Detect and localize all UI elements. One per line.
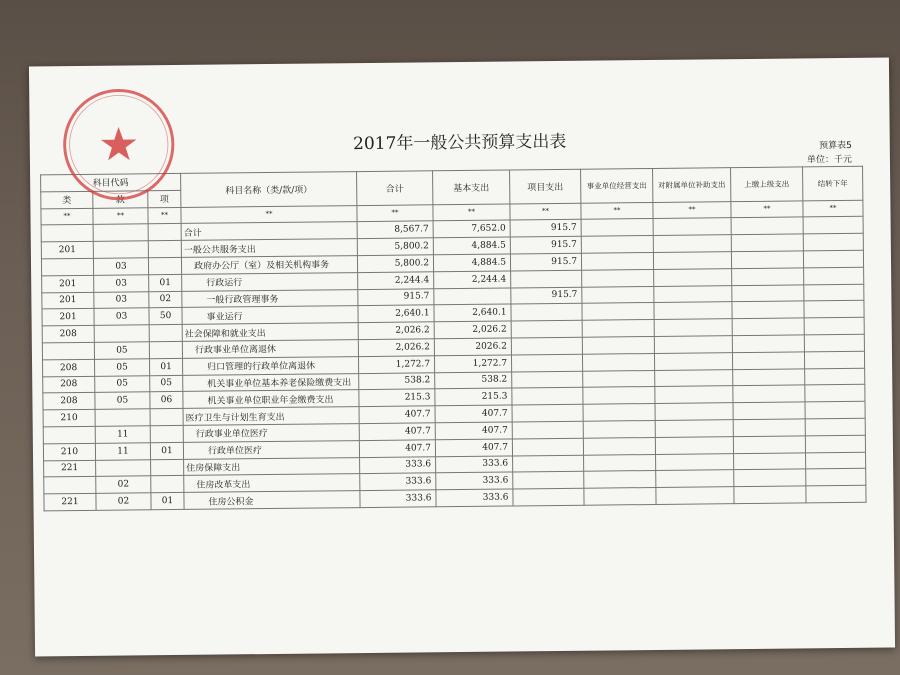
cell-xiang: 01 (150, 442, 183, 459)
cell-unit-exp (584, 471, 656, 489)
header-unit-exp: 事业单位经营支出 (581, 168, 653, 202)
cell-lei: 201 (42, 309, 94, 326)
cell-upper (731, 234, 803, 252)
header-name: 科目名称（类/款/项） (181, 172, 357, 207)
cell-carry (806, 485, 866, 502)
header-xiang: 项 (148, 190, 181, 207)
cell-lei: 201 (41, 242, 93, 259)
cell-upper (733, 419, 805, 437)
cell-unit-exp (582, 286, 654, 304)
star-cell: ** (803, 200, 863, 217)
cell-xiang: 06 (150, 392, 183, 409)
cell-unit-exp (581, 219, 653, 237)
cell-basic: 2,026.2 (434, 321, 511, 339)
header-total: 合计 (357, 171, 433, 205)
cell-kuan: 02 (96, 476, 151, 493)
cell-basic: 407.7 (435, 405, 512, 423)
cell-xiang (150, 409, 183, 426)
cell-xiang (151, 459, 184, 476)
cell-name: 归口管理的行政单位离退休 (183, 356, 359, 375)
cell-carry (806, 452, 866, 469)
cell-kuan (95, 409, 150, 426)
cell-total: 8,567.7 (357, 221, 433, 239)
cell-basic: 2,640.1 (434, 304, 511, 322)
cell-basic: 4,884.5 (433, 254, 510, 272)
cell-carry (803, 250, 863, 267)
cell-upper (732, 318, 804, 336)
cell-lei: 208 (43, 393, 95, 410)
cell-xiang (151, 476, 184, 493)
cell-total: 1,272.7 (359, 356, 435, 374)
cell-subsidy (653, 235, 731, 253)
cell-unit-exp (582, 303, 654, 321)
cell-unit-exp (583, 420, 655, 438)
cell-upper (732, 335, 804, 353)
cell-subsidy (654, 352, 732, 370)
cell-project: 915.7 (510, 236, 581, 254)
cell-kuan: 05 (95, 375, 150, 392)
header-carry: 结转下年 (803, 166, 863, 200)
star-cell: ** (653, 201, 731, 219)
cell-name: 行政运行 (182, 272, 358, 291)
cell-project (513, 472, 584, 490)
cell-carry (805, 401, 865, 418)
cell-project (512, 371, 583, 389)
document-paper (29, 58, 895, 657)
cell-basic: 333.6 (436, 489, 513, 507)
cell-subsidy (655, 403, 733, 421)
cell-name: 行政事业单位医疗 (183, 424, 359, 443)
cell-name: 机关事业单位职业年金缴费支出 (183, 390, 359, 409)
cell-carry (805, 368, 865, 385)
cell-subsidy (653, 252, 731, 270)
cell-kuan: 03 (94, 308, 149, 325)
cell-project: 915.7 (510, 253, 581, 271)
cell-xiang (150, 425, 183, 442)
cell-subsidy (654, 302, 732, 320)
header-lei: 类 (41, 191, 93, 208)
cell-xiang: 02 (149, 291, 182, 308)
cell-total: 2,026.2 (358, 339, 434, 357)
cell-name: 事业运行 (182, 306, 358, 325)
cell-total: 2,640.1 (358, 305, 434, 323)
cell-basic: 4,884.5 (433, 237, 510, 255)
cell-kuan (93, 241, 148, 258)
star-cell: ** (357, 204, 433, 222)
cell-name: 一般公共服务支出 (181, 239, 357, 258)
cell-unit-exp (583, 437, 655, 455)
header-kuan: 款 (93, 191, 148, 208)
cell-project (512, 438, 583, 456)
cell-kuan (93, 224, 148, 241)
cell-project (512, 388, 583, 406)
cell-basic (434, 288, 511, 306)
cell-project (511, 320, 582, 338)
cell-total: 215.3 (359, 389, 435, 407)
cell-subsidy (654, 285, 732, 303)
cell-basic: 1,272.7 (434, 355, 511, 373)
cell-upper (734, 486, 806, 504)
cell-subsidy (656, 453, 734, 471)
cell-carry (804, 334, 864, 351)
cell-upper (732, 284, 804, 302)
cell-carry (803, 217, 863, 234)
cell-total: 407.7 (359, 423, 435, 441)
cell-kuan (94, 325, 149, 342)
cell-carry (804, 301, 864, 318)
cell-subsidy (654, 319, 732, 337)
cell-basic: 407.7 (435, 439, 512, 457)
cell-xiang: 50 (149, 308, 182, 325)
cell-upper (732, 352, 804, 370)
cell-lei (42, 342, 94, 359)
cell-basic: 2026.2 (434, 338, 511, 356)
cell-lei: 210 (43, 410, 95, 427)
cell-subsidy (655, 369, 733, 387)
cell-lei (41, 258, 93, 275)
cell-lei: 208 (43, 376, 95, 393)
cell-kuan: 03 (93, 258, 148, 275)
header-subsidy: 对附属单位补助支出 (653, 168, 731, 202)
cell-total: 407.7 (359, 440, 435, 458)
cell-kuan: 02 (96, 493, 151, 510)
star-cell: ** (41, 208, 93, 225)
cell-lei (44, 477, 96, 494)
cell-xiang: 01 (149, 358, 182, 375)
header-project: 项目支出 (510, 169, 581, 203)
cell-total: 407.7 (359, 406, 435, 424)
cell-upper (733, 402, 805, 420)
cell-basic: 407.7 (435, 422, 512, 440)
cell-upper (731, 217, 803, 235)
cell-lei: 210 (43, 443, 95, 460)
cell-name: 政府办公厅（室）及相关机构事务 (181, 256, 357, 275)
cell-name: 机关事业单位基本养老保险缴费支出 (183, 373, 359, 392)
cell-project (512, 404, 583, 422)
cell-total: 2,244.4 (358, 272, 434, 290)
cell-carry (806, 469, 866, 486)
cell-unit-exp (581, 252, 653, 270)
cell-carry (804, 351, 864, 368)
header-row-1 (41, 166, 863, 191)
cell-name: 社会保障和就业支出 (182, 323, 358, 342)
cell-unit-exp (582, 336, 654, 354)
cell-lei: 201 (42, 275, 94, 292)
cell-kuan (96, 459, 151, 476)
cell-basic: 538.2 (435, 372, 512, 390)
cell-kuan: 05 (95, 359, 150, 376)
cell-carry (805, 385, 865, 402)
cell-lei: 201 (42, 292, 94, 309)
cell-xiang: 05 (150, 375, 183, 392)
cell-upper (731, 251, 803, 269)
cell-basic: 333.6 (436, 456, 513, 474)
cell-name: 医疗卫生与计划生育支出 (183, 407, 359, 426)
star-cell: ** (581, 202, 653, 220)
cell-lei (41, 225, 93, 242)
cell-carry (805, 418, 865, 435)
cell-project (513, 455, 584, 473)
cell-subsidy (655, 436, 733, 454)
cell-basic: 333.6 (436, 472, 513, 490)
cell-xiang (148, 224, 181, 241)
cell-carry (805, 435, 865, 452)
cell-upper (733, 368, 805, 386)
cell-subsidy (656, 470, 734, 488)
cell-xiang (148, 257, 181, 274)
cell-upper (734, 452, 806, 470)
cell-xiang (149, 325, 182, 342)
cell-upper (732, 268, 804, 286)
cell-total: 333.6 (360, 456, 436, 474)
cell-kuan: 11 (95, 426, 150, 443)
cell-kuan: 05 (94, 342, 149, 359)
star-cell: ** (510, 203, 581, 221)
cell-carry (804, 317, 864, 334)
cell-name: 行政事业单位离退休 (182, 340, 358, 359)
cell-subsidy (655, 386, 733, 404)
cell-subsidy (653, 218, 731, 236)
cell-upper (733, 436, 805, 454)
cell-upper (734, 469, 806, 487)
unit-label: 单位：千元 (806, 154, 853, 166)
cell-kuan: 11 (95, 443, 150, 460)
cell-unit-exp (584, 488, 656, 506)
cell-unit-exp (583, 387, 655, 405)
cell-basic: 215.3 (435, 388, 512, 406)
star-cell: ** (93, 207, 148, 224)
cell-total: 915.7 (358, 288, 434, 306)
star-cell: ** (148, 207, 181, 224)
table-number: 预算表5 (819, 140, 852, 152)
cell-unit-exp (583, 370, 655, 388)
cell-unit-exp (583, 404, 655, 422)
cell-project: 915.7 (510, 220, 581, 238)
cell-total: 333.6 (360, 490, 436, 508)
cell-name: 行政单位医疗 (183, 440, 359, 459)
cell-unit-exp (582, 269, 654, 287)
cell-lei: 208 (42, 326, 94, 343)
cell-upper (732, 301, 804, 319)
header-upper: 上缴上级支出 (731, 167, 803, 201)
cell-upper (733, 385, 805, 403)
cell-carry (804, 267, 864, 284)
cell-name: 住房改革支出 (184, 474, 360, 493)
cell-subsidy (655, 420, 733, 438)
header-basic: 基本支出 (433, 170, 510, 204)
cell-project (511, 337, 582, 355)
cell-name: 合计 (181, 222, 357, 241)
cell-project (513, 488, 584, 506)
header-code-group: 科目代码 (41, 173, 181, 191)
cell-total: 333.6 (360, 473, 436, 491)
cell-project (511, 354, 582, 372)
cell-name: 一般行政管理事务 (182, 289, 358, 308)
cell-lei: 208 (43, 359, 95, 376)
cell-unit-exp (582, 320, 654, 338)
cell-xiang: 01 (151, 493, 184, 510)
document-title: 2017年一般公共预算支出表 (353, 131, 567, 155)
cell-xiang (148, 241, 181, 258)
budget-table (40, 166, 866, 512)
cell-kuan: 05 (95, 392, 150, 409)
cell-project: 915.7 (511, 287, 582, 305)
cell-basic: 7,652.0 (433, 220, 510, 238)
cell-project (511, 270, 582, 288)
cell-total: 5,800.2 (357, 238, 433, 256)
star-cell: ** (731, 201, 803, 219)
cell-total: 538.2 (359, 372, 435, 390)
cell-total: 5,800.2 (357, 255, 433, 273)
cell-unit-exp (581, 236, 653, 254)
cell-carry (803, 233, 863, 250)
cell-name: 住房保障支出 (184, 457, 360, 476)
cell-lei (43, 426, 95, 443)
cell-unit-exp (584, 454, 656, 472)
cell-total: 2,026.2 (358, 322, 434, 340)
cell-subsidy (656, 487, 734, 505)
star-cell: ** (433, 204, 510, 222)
cell-xiang (149, 341, 182, 358)
cell-kuan: 03 (94, 275, 149, 292)
cell-name: 住房公积金 (184, 491, 360, 510)
cell-project (511, 304, 582, 322)
cell-carry (804, 284, 864, 301)
cell-subsidy (654, 336, 732, 354)
cell-subsidy (654, 268, 732, 286)
cell-lei: 221 (44, 493, 96, 510)
cell-unit-exp (582, 353, 654, 371)
cell-lei: 221 (44, 460, 96, 477)
cell-project (512, 421, 583, 439)
cell-basic: 2,244.4 (434, 271, 511, 289)
cell-kuan: 03 (94, 291, 149, 308)
star-cell: ** (181, 205, 357, 224)
cell-xiang: 01 (149, 274, 182, 291)
